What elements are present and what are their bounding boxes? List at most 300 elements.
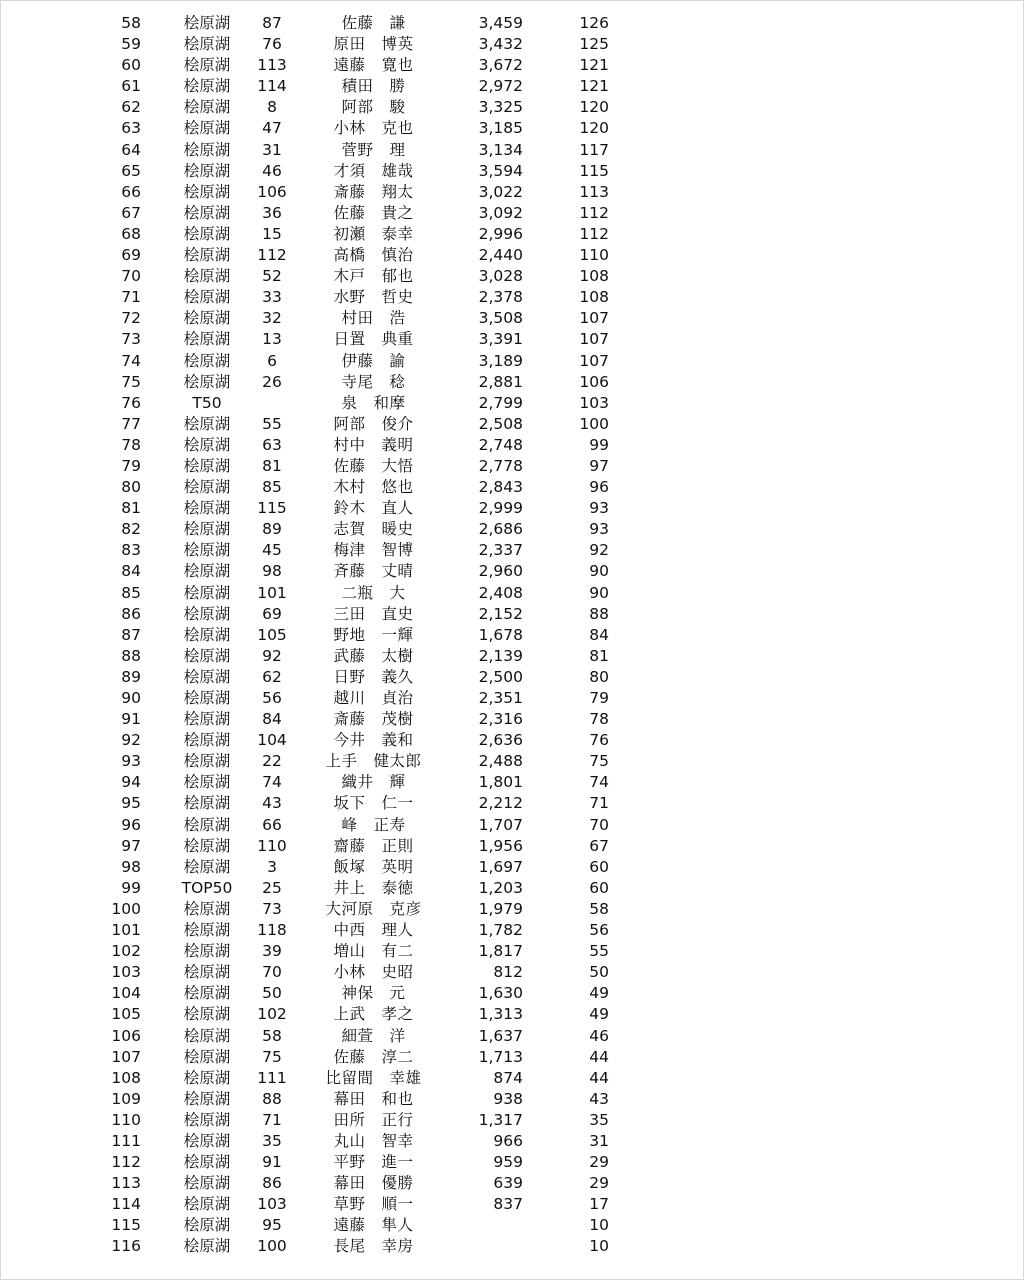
points-cell: 107 [579, 309, 609, 328]
angler-name-cell: 小林 史昭 [333, 963, 414, 982]
weight-cell: 812 [493, 963, 523, 982]
table-row [1, 308, 1024, 329]
points-cell: 46 [589, 1026, 609, 1045]
lake-cell: 桧原湖 [183, 246, 231, 265]
lake-cell: 桧原湖 [183, 1174, 231, 1193]
angler-name-cell: 鈴木 直人 [333, 499, 414, 518]
weight-cell: 1,979 [478, 899, 523, 918]
entry-number-cell: 25 [262, 878, 282, 897]
weight-cell: 1,782 [478, 921, 523, 940]
lake-cell: 桧原湖 [183, 857, 231, 876]
angler-name-cell: 峰 正寿 [341, 815, 406, 834]
entry-number-cell: 88 [262, 1089, 282, 1108]
angler-name-cell: 斎藤 茂樹 [333, 710, 414, 729]
table-row [1, 878, 1024, 899]
lake-cell: 桧原湖 [183, 140, 231, 159]
table-row [1, 351, 1024, 372]
points-cell: 120 [579, 119, 609, 138]
rank-cell: 99 [121, 878, 141, 897]
lake-cell: 桧原湖 [183, 646, 231, 665]
lake-cell: 桧原湖 [183, 752, 231, 771]
table-row [1, 793, 1024, 814]
rank-cell: 88 [121, 646, 141, 665]
lake-cell: 桧原湖 [183, 1216, 231, 1235]
table-row [1, 329, 1024, 350]
angler-name-cell: 武藤 太樹 [333, 646, 414, 665]
lake-cell: 桧原湖 [183, 351, 231, 370]
points-cell: 60 [589, 857, 609, 876]
points-cell: 10 [589, 1237, 609, 1256]
rank-cell: 116 [111, 1237, 141, 1256]
points-cell: 71 [589, 794, 609, 813]
table-row [1, 393, 1024, 414]
angler-name-cell: 坂下 仁一 [333, 794, 414, 813]
rank-cell: 94 [121, 773, 141, 792]
rank-cell: 89 [121, 667, 141, 686]
lake-cell: 桧原湖 [183, 309, 231, 328]
lake-cell: 桧原湖 [183, 1110, 231, 1129]
table-row [1, 815, 1024, 836]
lake-cell: 桧原湖 [183, 773, 231, 792]
entry-number-cell: 110 [257, 836, 287, 855]
lake-cell: 桧原湖 [183, 1237, 231, 1256]
entry-number-cell: 85 [262, 478, 282, 497]
table-row [1, 646, 1024, 667]
entry-number-cell: 95 [262, 1216, 282, 1235]
lake-cell: 桧原湖 [183, 689, 231, 707]
angler-name-cell: 遠藤 隼人 [333, 1216, 414, 1235]
entry-number-cell: 36 [262, 203, 282, 222]
table-row [1, 688, 1024, 709]
weight-cell: 3,022 [478, 182, 523, 201]
table-row [1, 97, 1024, 118]
points-cell: 58 [589, 899, 609, 918]
lake-cell: 桧原湖 [183, 77, 231, 96]
rank-cell: 84 [121, 562, 141, 581]
angler-name-cell: 神保 元 [341, 984, 406, 1003]
points-cell: 35 [589, 1110, 609, 1129]
lake-cell: 桧原湖 [183, 604, 231, 623]
points-cell: 29 [589, 1174, 609, 1193]
rank-cell: 102 [111, 942, 141, 961]
weight-cell: 3,432 [478, 35, 523, 54]
points-cell: 96 [589, 478, 609, 497]
rank-cell: 81 [121, 499, 141, 518]
points-cell: 79 [589, 689, 609, 707]
points-cell: 112 [579, 224, 609, 243]
table-row [1, 836, 1024, 857]
weight-cell: 1,713 [478, 1047, 523, 1066]
table-row [1, 118, 1024, 139]
rank-cell: 91 [121, 710, 141, 729]
entry-number-cell: 100 [257, 1237, 287, 1256]
weight-cell: 2,960 [478, 562, 523, 581]
weight-cell: 3,092 [478, 203, 523, 222]
table-row [1, 477, 1024, 498]
weight-cell: 3,508 [478, 309, 523, 328]
rank-cell: 71 [121, 288, 141, 307]
points-cell: 74 [589, 773, 609, 792]
rank-cell: 95 [121, 794, 141, 813]
lake-cell: 桧原湖 [183, 435, 231, 454]
rank-cell: 59 [121, 35, 141, 54]
points-cell: 93 [589, 520, 609, 539]
lake-cell: 桧原湖 [183, 541, 231, 560]
table-row [1, 456, 1024, 477]
weight-cell: 3,185 [478, 119, 523, 138]
weight-cell: 2,999 [478, 499, 523, 518]
entry-number-cell: 87 [262, 14, 282, 32]
table-row [1, 1215, 1024, 1236]
weight-cell: 3,325 [478, 98, 523, 117]
table-row [1, 287, 1024, 308]
weight-cell: 2,508 [478, 414, 523, 433]
rank-cell: 98 [121, 857, 141, 876]
entry-number-cell: 71 [262, 1110, 282, 1129]
entry-number-cell: 63 [262, 435, 282, 454]
points-cell: 120 [579, 98, 609, 117]
lake-cell: 桧原湖 [183, 899, 231, 918]
entry-number-cell: 50 [262, 984, 282, 1003]
entry-number-cell: 86 [262, 1174, 282, 1193]
points-cell: 92 [589, 541, 609, 560]
weight-cell: 2,799 [478, 393, 523, 412]
table-row [1, 857, 1024, 878]
points-cell: 49 [589, 984, 609, 1003]
entry-number-cell: 73 [262, 899, 282, 918]
weight-cell: 966 [493, 1131, 523, 1150]
entry-number-cell: 111 [257, 1068, 287, 1087]
entry-number-cell: 32 [262, 309, 282, 328]
entry-number-cell: 70 [262, 963, 282, 982]
lake-cell: 桧原湖 [183, 224, 231, 243]
points-cell: 97 [589, 456, 609, 475]
angler-name-cell: 阿部 駿 [341, 98, 406, 117]
points-cell: 55 [589, 942, 609, 961]
points-cell: 43 [589, 1089, 609, 1108]
table-row [1, 625, 1024, 646]
weight-cell: 959 [493, 1153, 523, 1172]
angler-name-cell: 中西 理人 [333, 921, 414, 940]
angler-name-cell: 積田 勝 [341, 77, 406, 96]
lake-cell: 桧原湖 [183, 119, 231, 138]
lake-cell: 桧原湖 [183, 731, 231, 750]
table-row [1, 1068, 1024, 1089]
angler-name-cell: 井上 泰徳 [333, 878, 414, 897]
rank-cell: 97 [121, 836, 141, 855]
angler-name-cell: 寺尾 稔 [341, 372, 406, 391]
lake-cell: 桧原湖 [183, 161, 231, 180]
lake-cell: 桧原湖 [183, 815, 231, 834]
lake-cell: 桧原湖 [183, 1005, 231, 1024]
angler-name-cell: 三田 直史 [333, 604, 414, 623]
entry-number-cell: 103 [257, 1195, 287, 1214]
weight-cell: 2,337 [478, 541, 523, 560]
rank-cell: 72 [121, 309, 141, 328]
rank-cell: 78 [121, 435, 141, 454]
points-cell: 126 [579, 14, 609, 32]
rank-cell: 112 [111, 1153, 141, 1172]
entry-number-cell: 112 [257, 246, 287, 265]
angler-name-cell: 佐藤 謙 [341, 14, 406, 32]
weight-cell: 1,697 [478, 857, 523, 876]
weight-cell: 2,686 [478, 520, 523, 539]
angler-name-cell: 高橋 慎治 [333, 246, 414, 265]
angler-name-cell: 飯塚 英明 [333, 857, 414, 876]
lake-cell: 桧原湖 [183, 456, 231, 475]
points-cell: 88 [589, 604, 609, 623]
rank-cell: 83 [121, 541, 141, 560]
entry-number-cell: 84 [262, 710, 282, 729]
lake-cell: 桧原湖 [183, 499, 231, 518]
points-cell: 112 [579, 203, 609, 222]
lake-cell: 桧原湖 [183, 203, 231, 222]
lake-cell: 桧原湖 [183, 1195, 231, 1214]
table-row [1, 1110, 1024, 1131]
weight-cell: 2,778 [478, 456, 523, 475]
weight-cell: 2,351 [478, 689, 523, 707]
entry-number-cell: 43 [262, 794, 282, 813]
rank-cell: 79 [121, 456, 141, 475]
weight-cell: 2,500 [478, 667, 523, 686]
angler-name-cell: 阿部 俊介 [333, 414, 414, 433]
weight-cell: 2,152 [478, 604, 523, 623]
angler-name-cell: 泉 和摩 [341, 393, 406, 412]
table-row [1, 604, 1024, 625]
lake-cell: 桧原湖 [183, 667, 231, 686]
lake-cell: 桧原湖 [183, 98, 231, 117]
rank-cell: 93 [121, 752, 141, 771]
entry-number-cell: 66 [262, 815, 282, 834]
angler-name-cell: 斎藤 翔太 [333, 182, 414, 201]
table-row [1, 161, 1024, 182]
lake-cell: 桧原湖 [183, 35, 231, 54]
rank-cell: 100 [111, 899, 141, 918]
table-row [1, 1089, 1024, 1110]
entry-number-cell: 91 [262, 1153, 282, 1172]
lake-cell: 桧原湖 [183, 583, 231, 602]
angler-name-cell: 織井 輝 [341, 773, 406, 792]
angler-name-cell: 菅野 理 [341, 140, 406, 159]
weight-cell: 2,212 [478, 794, 523, 813]
angler-name-cell: 木村 悠也 [333, 478, 414, 497]
table-row [1, 941, 1024, 962]
rank-cell: 104 [111, 984, 141, 1003]
lake-cell: 桧原湖 [183, 562, 231, 581]
lake-cell: 桧原湖 [183, 1068, 231, 1087]
weight-cell: 1,317 [478, 1110, 523, 1129]
rank-cell: 67 [121, 203, 141, 222]
rank-cell: 90 [121, 689, 141, 707]
points-cell: 121 [579, 56, 609, 75]
lake-cell: 桧原湖 [183, 372, 231, 391]
points-cell: 75 [589, 752, 609, 771]
weight-cell: 2,408 [478, 583, 523, 602]
weight-cell: 2,488 [478, 752, 523, 771]
entry-number-cell: 101 [257, 583, 287, 602]
table-row [1, 1026, 1024, 1047]
points-cell: 80 [589, 667, 609, 686]
entry-number-cell: 76 [262, 35, 282, 54]
weight-cell: 2,972 [478, 77, 523, 96]
rank-cell: 87 [121, 625, 141, 644]
entry-number-cell: 114 [257, 77, 287, 96]
lake-cell: 桧原湖 [183, 794, 231, 813]
entry-number-cell: 35 [262, 1131, 282, 1150]
weight-cell: 3,134 [478, 140, 523, 159]
angler-name-cell: 才須 雄哉 [333, 161, 414, 180]
lake-cell: 桧原湖 [183, 710, 231, 729]
angler-name-cell: 佐藤 大悟 [333, 456, 414, 475]
lake-cell: 桧原湖 [183, 1153, 231, 1172]
weight-cell: 3,459 [478, 14, 523, 32]
table-row [1, 983, 1024, 1004]
weight-cell: 3,189 [478, 351, 523, 370]
lake-cell: 桧原湖 [183, 921, 231, 940]
rank-cell: 76 [121, 393, 141, 412]
points-cell: 106 [579, 372, 609, 391]
points-cell: 115 [579, 161, 609, 180]
table-row [1, 435, 1024, 456]
weight-cell: 1,203 [478, 878, 523, 897]
table-row [1, 266, 1024, 287]
weight-cell: 2,378 [478, 288, 523, 307]
angler-name-cell: 田所 正行 [333, 1110, 414, 1129]
entry-number-cell: 92 [262, 646, 282, 665]
entry-number-cell: 3 [267, 857, 277, 876]
weight-cell: 1,801 [478, 773, 523, 792]
table-row [1, 583, 1024, 604]
points-cell: 44 [589, 1068, 609, 1087]
weight-cell: 1,817 [478, 942, 523, 961]
rank-cell: 62 [121, 98, 141, 117]
points-cell: 103 [579, 393, 609, 412]
rank-cell: 69 [121, 246, 141, 265]
rank-cell: 73 [121, 330, 141, 349]
rank-cell: 85 [121, 583, 141, 602]
table-row [1, 76, 1024, 97]
table-row [1, 13, 1024, 34]
results-table [1, 13, 1024, 1258]
rank-cell: 115 [111, 1216, 141, 1235]
weight-cell: 2,440 [478, 246, 523, 265]
angler-name-cell: 伊藤 諭 [341, 351, 406, 370]
points-cell: 70 [589, 815, 609, 834]
lake-cell: 桧原湖 [183, 56, 231, 75]
rank-cell: 64 [121, 140, 141, 159]
weight-cell: 639 [493, 1174, 523, 1193]
angler-name-cell: 遠藤 寛也 [333, 56, 414, 75]
table-row [1, 540, 1024, 561]
rank-cell: 77 [121, 414, 141, 433]
table-row [1, 899, 1024, 920]
rank-cell: 86 [121, 604, 141, 623]
entry-number-cell: 81 [262, 456, 282, 475]
rank-cell: 109 [111, 1089, 141, 1108]
table-row [1, 1131, 1024, 1152]
angler-name-cell: 齋藤 正則 [333, 836, 414, 855]
lake-cell: 桧原湖 [183, 942, 231, 961]
rank-cell: 68 [121, 224, 141, 243]
weight-cell: 3,594 [478, 161, 523, 180]
entry-number-cell: 33 [262, 288, 282, 307]
points-cell: 44 [589, 1047, 609, 1066]
points-cell: 84 [589, 625, 609, 644]
table-row [1, 1152, 1024, 1173]
table-row [1, 203, 1024, 224]
weight-cell: 3,028 [478, 267, 523, 286]
angler-name-cell: 木戸 郁也 [333, 267, 414, 286]
angler-name-cell: 志賀 暖史 [333, 520, 414, 539]
weight-cell: 1,678 [478, 625, 523, 644]
table-row [1, 730, 1024, 751]
points-cell: 125 [579, 35, 609, 54]
entry-number-cell: 106 [257, 182, 287, 201]
angler-name-cell: 丸山 智幸 [333, 1131, 414, 1150]
angler-name-cell: 幕田 優勝 [333, 1174, 414, 1193]
table-row [1, 414, 1024, 435]
lake-cell: T50 [192, 393, 222, 412]
rank-cell: 105 [111, 1005, 141, 1024]
points-cell: 49 [589, 1005, 609, 1024]
rank-cell: 65 [121, 161, 141, 180]
table-row [1, 751, 1024, 772]
points-cell: 107 [579, 330, 609, 349]
entry-number-cell: 89 [262, 520, 282, 539]
rank-cell: 82 [121, 520, 141, 539]
weight-cell: 2,139 [478, 646, 523, 665]
table-row [1, 519, 1024, 540]
table-row [1, 1004, 1024, 1025]
entry-number-cell: 47 [262, 119, 282, 138]
entry-number-cell: 26 [262, 372, 282, 391]
weight-cell: 2,996 [478, 224, 523, 243]
angler-name-cell: 日置 典重 [333, 330, 414, 349]
angler-name-cell: 原田 博英 [333, 35, 414, 54]
table-row [1, 709, 1024, 730]
entry-number-cell: 39 [262, 942, 282, 961]
entry-number-cell: 15 [262, 224, 282, 243]
entry-number-cell: 98 [262, 562, 282, 581]
lake-cell: 桧原湖 [183, 330, 231, 349]
points-cell: 121 [579, 77, 609, 96]
entry-number-cell: 31 [262, 140, 282, 159]
rank-cell: 114 [111, 1195, 141, 1214]
rank-cell: 113 [111, 1174, 141, 1193]
weight-cell: 2,748 [478, 435, 523, 454]
weight-cell: 1,707 [478, 815, 523, 834]
table-row [1, 772, 1024, 793]
table-row [1, 1047, 1024, 1068]
rank-cell: 103 [111, 963, 141, 982]
entry-number-cell: 52 [262, 267, 282, 286]
rank-cell: 80 [121, 478, 141, 497]
rank-cell: 106 [111, 1026, 141, 1045]
rank-cell: 70 [121, 267, 141, 286]
angler-name-cell: 今井 義和 [333, 731, 414, 750]
entry-number-cell: 58 [262, 1026, 282, 1045]
angler-name-cell: 野地 一輝 [333, 625, 414, 644]
angler-name-cell: 村田 浩 [341, 309, 406, 328]
entry-number-cell: 22 [262, 752, 282, 771]
entry-number-cell: 46 [262, 161, 282, 180]
points-cell: 90 [589, 562, 609, 581]
rank-cell: 92 [121, 731, 141, 750]
table-row [1, 1236, 1024, 1257]
weight-cell: 3,391 [478, 330, 523, 349]
angler-name-cell: 細萱 洋 [341, 1026, 406, 1045]
lake-cell: 桧原湖 [183, 836, 231, 855]
